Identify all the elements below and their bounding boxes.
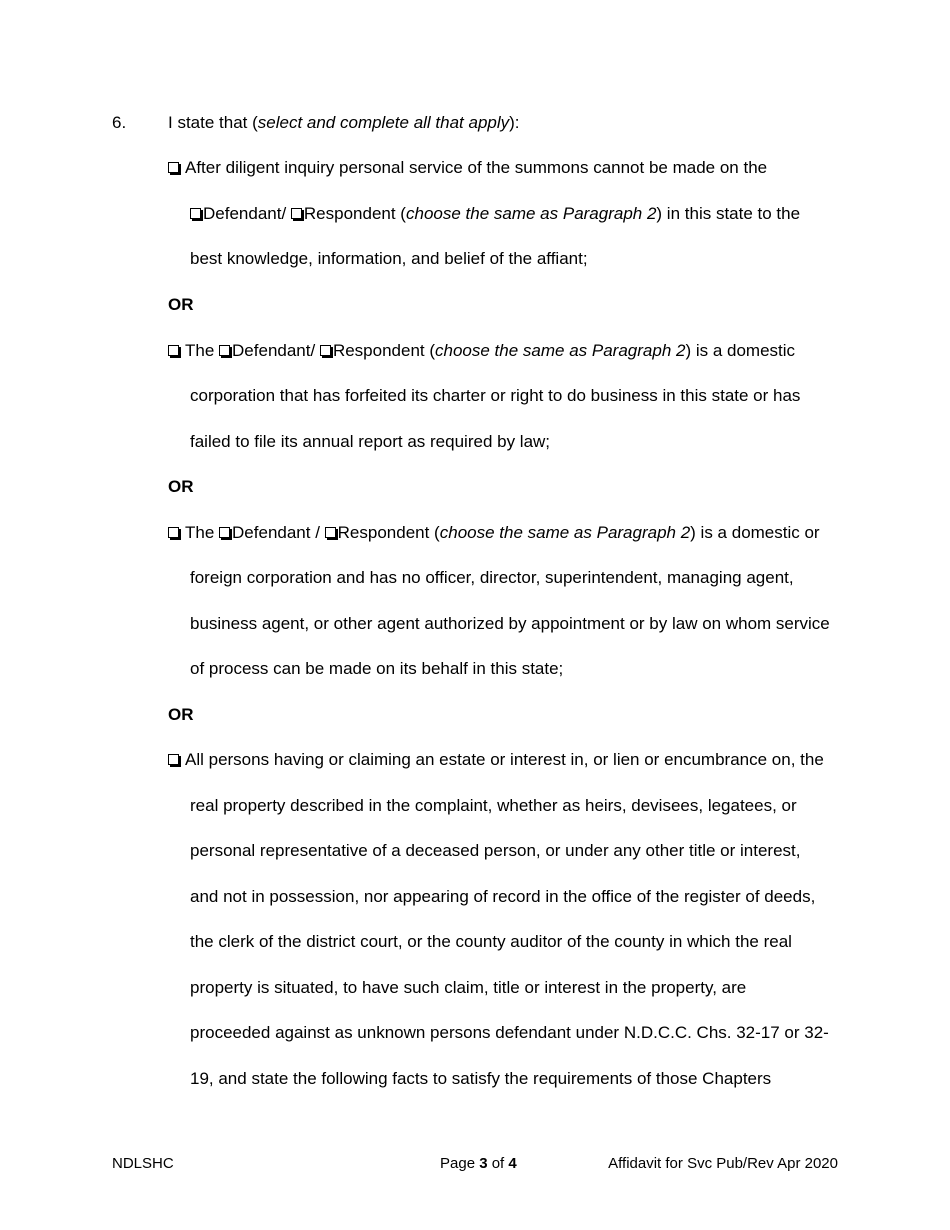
- option3-defendant-checkbox[interactable]: [219, 527, 230, 538]
- option2-checkbox[interactable]: [168, 345, 179, 356]
- option2-line2: corporation that has forfeited its charter or right to do business in this state or has: [190, 386, 801, 405]
- option4-line6: property is situated, to have such claim, title or interest in the property, are: [190, 978, 747, 997]
- option4-line3: personal representative of a deceased person, or under any other title or interest,: [190, 841, 801, 860]
- option4-line4: and not in possession, nor appearing of record in the office of the register of deeds,: [190, 887, 816, 906]
- option3-line3: business agent, or other agent authorized by appointment or by law on whom service: [190, 614, 830, 633]
- option2-defendant-checkbox[interactable]: [219, 345, 230, 356]
- option3-checkbox[interactable]: [168, 527, 179, 538]
- option2-line1: The Defendant/ Respondent (choose the same as Paragraph 2) is a domestic: [168, 340, 795, 362]
- option4-line8: 19, and state the following facts to satisfy the requirements of those Chapters: [190, 1069, 772, 1088]
- or-label-2: OR: [168, 477, 194, 496]
- option1-defendant-checkbox[interactable]: [190, 208, 201, 219]
- option4-line1: All persons having or claiming an estate or interest in, or lien or encumbrance on, the: [168, 749, 824, 771]
- option4-line5: the clerk of the district court, or the county auditor of the county in which the real: [190, 932, 792, 951]
- option1-checkbox[interactable]: [168, 162, 179, 173]
- option3-line4: of process can be made on its behalf in this state;: [190, 659, 564, 678]
- option4-line7: proceeded against as unknown persons defendant under N.D.C.C. Chs. 32-17 or 32-: [190, 1023, 829, 1042]
- option1-line3: best knowledge, information, and belief of the affiant;: [190, 249, 588, 268]
- footer-left: NDLSHC: [112, 1155, 174, 1172]
- option3-line1: The Defendant / Respondent (choose the same as Paragraph 2) is a domestic or: [168, 522, 820, 544]
- option2-line3: failed to file its annual report as required by law;: [190, 432, 551, 451]
- option2-respondent-checkbox[interactable]: [320, 345, 331, 356]
- option1-line2: Defendant/ Respondent (choose the same as Paragraph 2) in this state to the: [190, 203, 800, 225]
- option3-respondent-checkbox[interactable]: [325, 527, 336, 538]
- option4-checkbox[interactable]: [168, 754, 179, 765]
- option4-line2: real property described in the complaint, whether as heirs, devisees, legatees, or: [190, 796, 797, 815]
- footer-right: Affidavit for Svc Pub/Rev Apr 2020: [608, 1155, 838, 1172]
- footer-page-number: Page 3 of 4: [440, 1155, 517, 1172]
- option1-line1: After diligent inquiry personal service of the summons cannot be made on the: [168, 157, 767, 179]
- or-label-3: OR: [168, 705, 194, 724]
- item-number: 6.: [112, 113, 127, 132]
- option1-respondent-checkbox[interactable]: [291, 208, 302, 219]
- option3-line2: foreign corporation and has no officer, director, superintendent, managing agent,: [190, 568, 794, 587]
- or-label-1: OR: [168, 295, 194, 314]
- item-intro: I state that (select and complete all that apply):: [168, 113, 520, 132]
